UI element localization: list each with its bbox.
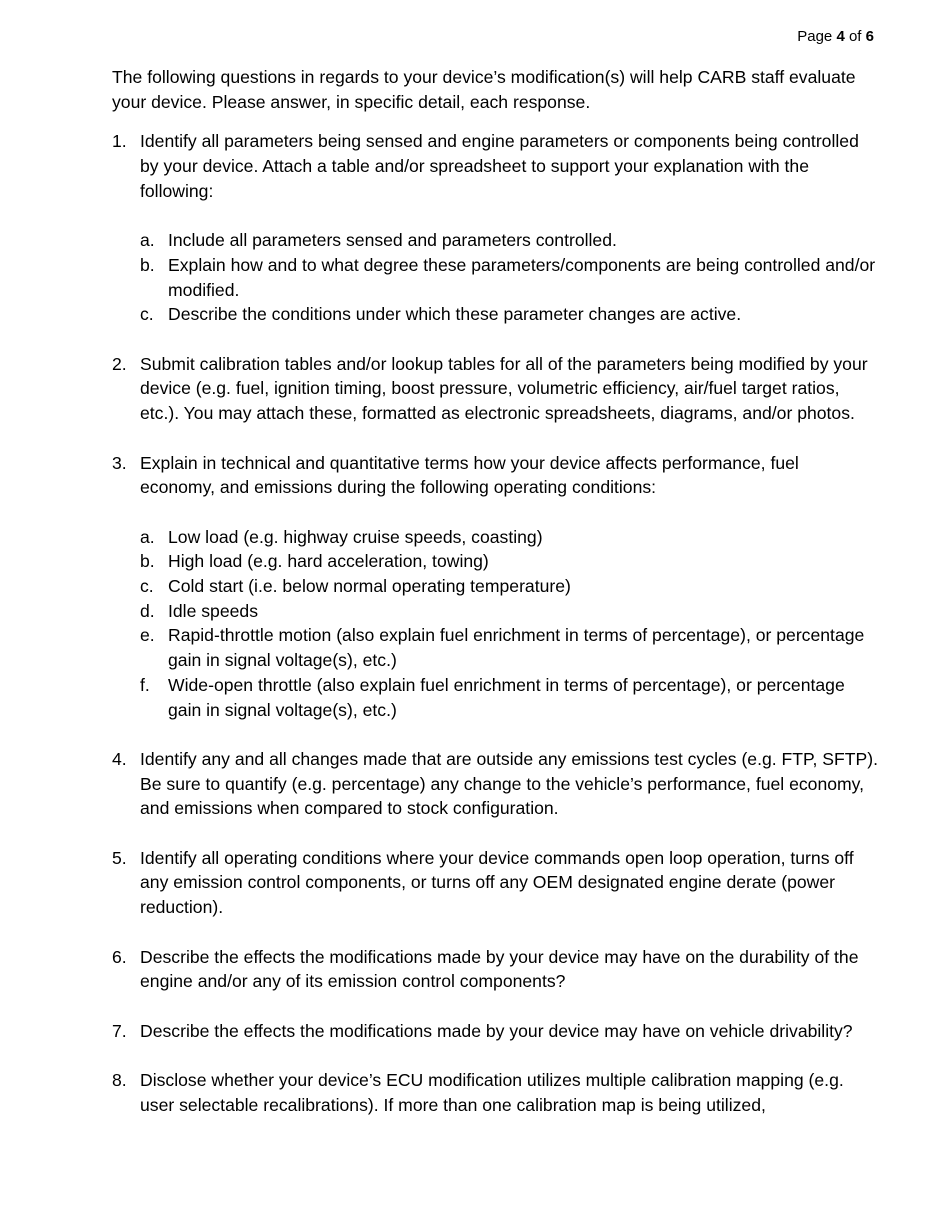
question-text: Describe the effects the modifications made by your device may have on vehicle drivability? <box>140 1020 853 1041</box>
page-prefix: Page <box>797 28 833 45</box>
question-number: 8. <box>112 1069 127 1090</box>
intro-paragraph: The following questions in regards to your device’s modification(s) will help CARB staff evaluate your device. Please answer, in specific detail, each response. <box>112 67 856 112</box>
question-text: Identify all parameters being sensed and engine parameters or components being controlled by your device. Attach a table and/or spreadsheet to support your explanation with the following: <box>140 131 859 201</box>
sub-question-item <box>140 599 878 624</box>
sub-question-item <box>140 302 878 327</box>
sub-question-item <box>140 549 878 574</box>
question-text: Submit calibration tables and/or lookup tables for all of the parameters being modified by your device (e.g. fuel, ignition timing, boost pressure, volumetric efficiency, air/fuel target ratios, etc.). You may attach these, formatted as electronic spreadsheets, diagrams, and/or photos. <box>140 353 868 424</box>
question-text: Identify all operating conditions where your device commands open loop operation, turns off any emission control components, or turns off any OEM designated engine derate (power reduction). <box>140 847 854 918</box>
question-item <box>112 129 878 327</box>
sub-question-letter: c. <box>140 576 154 596</box>
question-number: 2. <box>112 353 127 374</box>
sub-question-letter: b. <box>140 254 155 275</box>
question-text: Explain in technical and quantitative terms how your device affects performance, fuel economy, and emissions during the following operating conditions: <box>140 452 799 498</box>
sub-question-text: Idle speeds <box>168 600 258 621</box>
sub-question-item <box>140 673 878 722</box>
question-item <box>112 1068 878 1117</box>
sub-question-item <box>140 525 878 550</box>
sub-question-text: Low load (e.g. highway cruise speeds, coasting) <box>168 526 543 547</box>
sub-question-item <box>140 253 878 302</box>
question-item <box>112 451 878 723</box>
question-number: 5. <box>112 847 127 868</box>
sub-question-text: Explain how and to what degree these parameters/components are being controlled and/or modified. <box>168 254 876 300</box>
question-number: 7. <box>112 1020 127 1041</box>
sub-question-letter: e. <box>140 625 155 646</box>
question-item <box>112 1019 878 1044</box>
sub-question-text: Rapid-throttle motion (also explain fuel enrichment in terms of percentage), or percentage gain in signal voltage(s), etc.) <box>168 625 865 671</box>
sub-question-text: Include all parameters sensed and parameters controlled. <box>168 230 617 251</box>
question-list <box>112 129 878 1117</box>
sub-question-item <box>140 574 878 599</box>
document-body <box>112 65 878 1142</box>
sub-question-list <box>140 525 878 723</box>
question-number: 4. <box>112 748 127 769</box>
question-item <box>112 352 878 426</box>
sub-question-list <box>140 228 878 327</box>
sub-question-letter: a. <box>140 230 155 251</box>
sub-question-text: Cold start (i.e. below normal operating temperature) <box>168 576 571 596</box>
sub-question-letter: f. <box>140 674 150 695</box>
question-text: Describe the effects the modifications made by your device may have on the durability of the engine and/or any of its emission control components? <box>140 946 859 992</box>
question-item <box>112 945 878 994</box>
question-item <box>112 846 878 920</box>
question-number: 3. <box>112 452 127 473</box>
page-current: 4 <box>836 28 845 45</box>
sub-question-text: Describe the conditions under which these parameter changes are active. <box>168 304 742 325</box>
question-item <box>112 747 878 821</box>
question-number: 1. <box>112 131 127 152</box>
sub-question-item <box>140 623 878 672</box>
question-number: 6. <box>112 946 127 967</box>
page-of: of <box>848 28 862 45</box>
page-total: 6 <box>865 28 874 45</box>
sub-question-text: Wide-open throttle (also explain fuel enrichment in terms of percentage), or percentage gain in signal voltage(s), etc.) <box>168 674 845 720</box>
sub-question-letter: b. <box>140 551 155 572</box>
sub-question-text: High load (e.g. hard acceleration, towing) <box>168 551 489 572</box>
sub-question-letter: d. <box>140 600 155 621</box>
sub-question-item <box>140 228 878 253</box>
sub-question-letter: c. <box>140 304 154 325</box>
sub-question-letter: a. <box>140 526 155 547</box>
question-text: Disclose whether your device’s ECU modification utilizes multiple calibration mapping (e.g. user selectable recalibrations). If more than one calibration map is being utilized, <box>140 1069 844 1115</box>
question-text: Identify any and all changes made that are outside any emissions test cycles (e.g. FTP, SFTP). Be sure to quantify (e.g. percentage) any change to the vehicle’s performance, fuel economy, and emissions when compared to stock configuration. <box>140 748 878 819</box>
page-number <box>797 28 874 46</box>
